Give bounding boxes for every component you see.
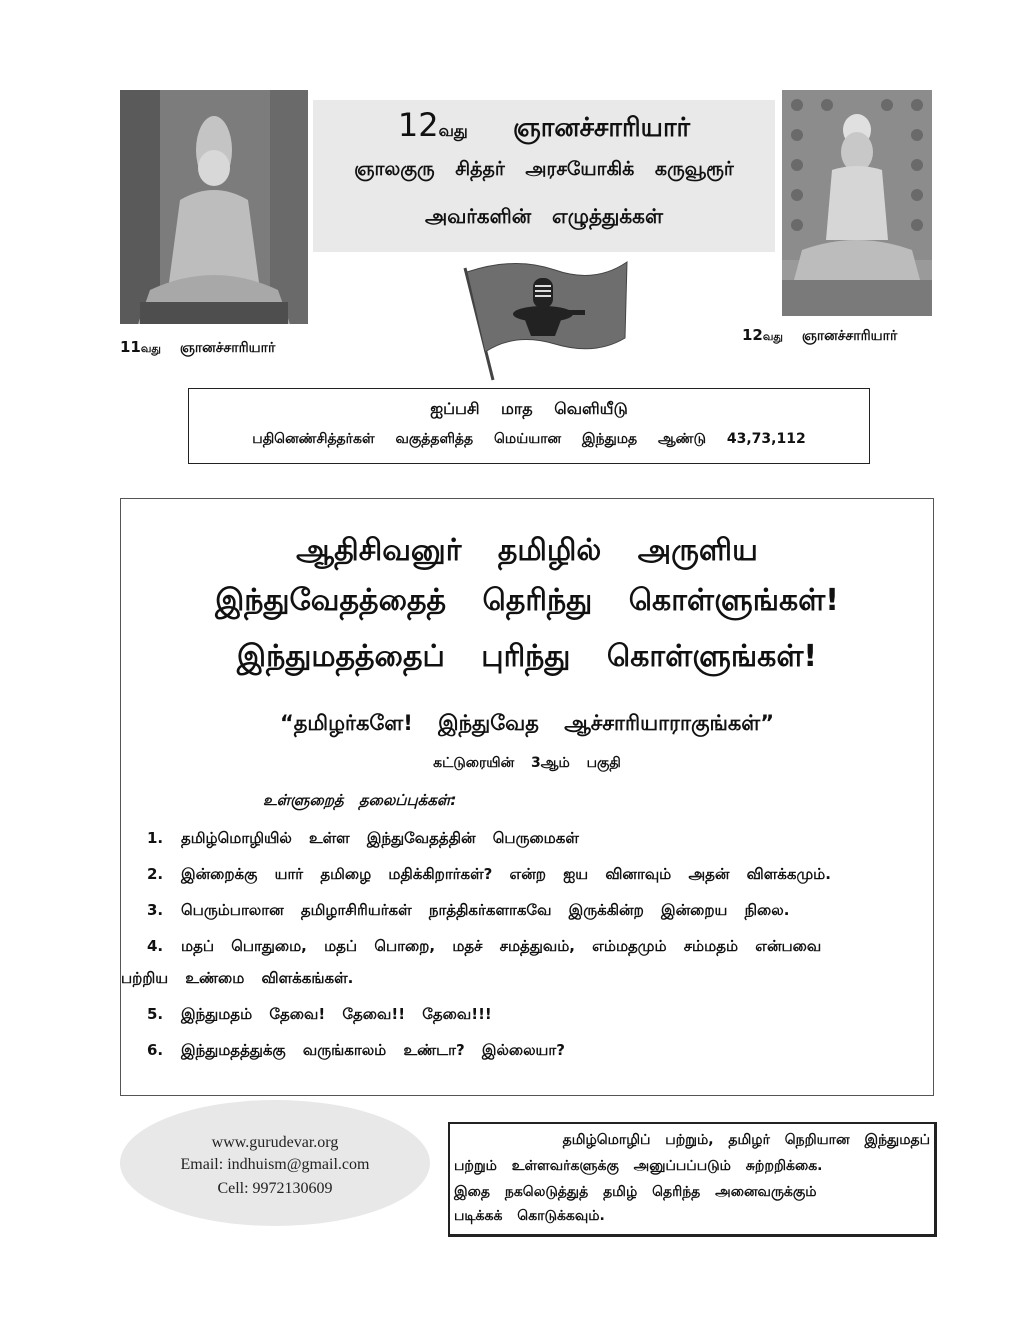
toc-item-text: இன்றைக்கு யார் தமிழை மதிக்கிறார்கள்? என்ற ஐய வினாவும் அதன் விளக்கமும்.	[181, 865, 831, 883]
caption-right	[742, 326, 897, 346]
toc-item	[147, 1005, 492, 1025]
part-label: கட்டுரையின் 3ஆம் பகுதி	[433, 755, 621, 771]
toc-item	[147, 901, 789, 921]
toc-item-number: 6.	[147, 1041, 164, 1059]
note-line-4: படிக்கக் கொடுக்கவும்.	[454, 1208, 605, 1224]
publication-month: ஐப்பசி மாத வெளியீடு	[430, 399, 628, 418]
main-content-box	[120, 498, 934, 1096]
photo-11th-gnanachariar	[120, 90, 308, 324]
toc-heading: உள்ளுறைத் தலைப்புக்கள்:	[263, 791, 457, 809]
caption-left-title: ஞானச்சாரியார்	[179, 340, 276, 356]
toc-item	[147, 865, 831, 885]
toc-item	[147, 829, 579, 849]
header-title: ஞானச்சாரியார்	[512, 113, 691, 143]
circular-note-box	[448, 1122, 937, 1237]
main-quote: “தமிழர்களே! இந்துவேத ஆச்சாரியாராகுங்கள்”	[279, 711, 775, 735]
caption-right-number: 12	[742, 326, 763, 344]
publication-year: பதினெண்சித்தர்கள் வகுத்தளித்த மெய்யான இந்துமத ஆண்டு 43,73,112	[252, 431, 806, 447]
toc-item-number: 5.	[147, 1005, 164, 1023]
note-line-3: இதை நகலெடுத்துத் தமிழ் தெரிந்த அனைவருக்கும்	[454, 1184, 817, 1200]
main-title-line-3: இந்துமதத்தைப் புரிந்து கொள்ளுங்கள்!	[236, 639, 818, 674]
header-suffix: வது	[438, 121, 468, 140]
note-line-2: பற்றும் உள்ளவர்களுக்கு அனுப்பப்படும் சுற்றறிக்கை.	[454, 1158, 823, 1174]
toc-item	[147, 937, 821, 957]
caption-left	[120, 338, 275, 358]
toc-item-number: 1.	[147, 829, 164, 847]
toc-item-text: இந்துமதத்துக்கு வருங்காலம் உண்டா? இல்லையா?	[181, 1041, 565, 1059]
header-line-2: ஞாலகுரு சித்தர் அரசயோகிக் கருவூரூர்	[354, 158, 734, 180]
publication-box	[188, 388, 870, 464]
header-box	[313, 100, 775, 252]
toc-item-text: இந்துமதம் தேவை! தேவை!! தேவை!!!	[181, 1005, 492, 1023]
toc-item-number: 4.	[147, 937, 164, 955]
toc-item	[147, 1041, 565, 1061]
website-link[interactable]: www.gurudevar.org	[211, 1134, 339, 1151]
toc-item-text: மதப் பொதுமை, மதப் பொறை, மதச் சமத்துவம், எம்மதமும் சம்மதம் என்பவை	[181, 937, 822, 955]
cell-number: Cell: 9972130609	[217, 1180, 333, 1197]
flag-shivalinga-icon	[455, 256, 635, 384]
email-address[interactable]: Email: indhuism@gmail.com	[180, 1156, 370, 1173]
photo-12th-gnanachariar	[782, 90, 932, 316]
toc-item-number: 2.	[147, 865, 164, 883]
toc-item-continuation: பற்றிய உண்மை விளக்கங்கள்.	[121, 969, 354, 987]
header-number: 12	[397, 106, 439, 144]
toc-item-text: பெரும்பாலான தமிழாசிரியர்கள் நாத்திகர்களாகவே இருக்கின்ற இன்றைய நிலை.	[181, 901, 790, 919]
toc-item-number: 3.	[147, 901, 164, 919]
caption-right-suffix: வது	[762, 330, 783, 343]
main-title-line-2: இந்துவேதத்தைத் தெரிந்து கொள்ளுங்கள்!	[215, 583, 839, 618]
caption-left-suffix: வது	[140, 342, 161, 355]
caption-left-number: 11	[120, 338, 141, 356]
contact-info	[120, 1100, 430, 1226]
note-line-1: தமிழ்மொழிப் பற்றும், தமிழர் நெறியான இந்துமதப்	[562, 1132, 930, 1148]
header-line-1	[313, 106, 775, 146]
caption-right-title: ஞானச்சாரியார்	[801, 328, 898, 344]
toc-item-text: தமிழ்மொழியில் உள்ள இந்துவேதத்தின் பெருமைகள்	[181, 829, 579, 847]
header-line-3: அவர்களின் எழுத்துக்கள்	[424, 204, 664, 228]
main-title-line-1: ஆதிசிவனுர் தமிழில் அருளிய	[296, 533, 758, 568]
